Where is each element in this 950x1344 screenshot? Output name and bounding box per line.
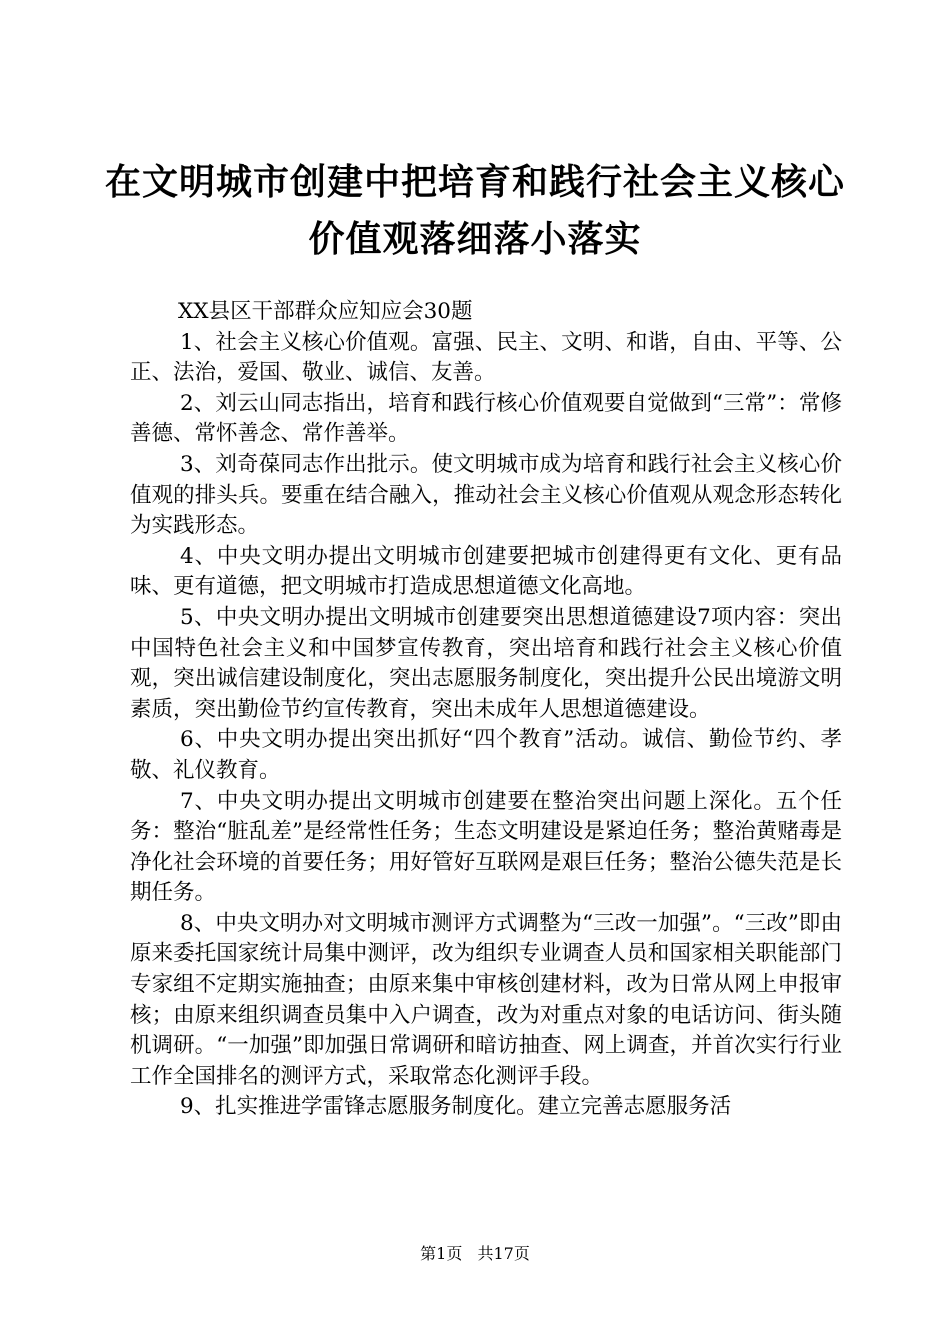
page-number: 第1页: [420, 1244, 463, 1263]
page-total: 共17页: [477, 1244, 530, 1263]
paragraph-1: 1、社会主义核心价值观。富强、民主、文明、和谐，自由、平等、公正、法治，爱国、敬业、诚信、友善。: [130, 329, 842, 386]
paragraph-6: 6、中央文明办提出突出抓好“四个教育”活动。诚信、勤俭节约、孝敬、礼仪教育。: [130, 727, 842, 783]
title-line-2: 价值观落细落小落实: [308, 218, 642, 260]
paragraph-4: 4、中央文明办提出文明城市创建要把城市创建得更有文化、更有品味、更有道德，把文明城市打造成思想道德文化高地。: [130, 543, 842, 600]
page-footer: [0, 1244, 950, 1264]
paragraph-2: 2、刘云山同志指出，培育和践行核心价值观要自觉做到“三常”：常修善德、常怀善念、常作善举。: [130, 390, 842, 447]
document-title: [100, 160, 850, 261]
paragraph-3: 3、刘奇葆同志作出批示。使文明城市成为培育和践行社会主义核心价值观的排头兵。要重在结合融入，推动社会主义核心价值观从观念形态转化为实践形态。: [130, 451, 842, 539]
document-body: [130, 297, 842, 1123]
intro-line: XX县区干部群众应知应会30题: [178, 299, 473, 324]
title-line-1: 在文明城市创建中把培育和践行社会主义核心: [104, 161, 845, 203]
paragraph-5: 5、中央文明办提出文明城市创建要突出思想道德建设7项内容：突出中国特色社会主义和中国梦宣传教育，突出培育和践行社会主义核心价值观，突出诚信建设制度化，突出志愿服务制度化，突出提升公民出境游文明素质，突出勤俭节约宣传教育，突出未成年人思想道德建设。: [130, 604, 842, 722]
paragraph-8: 8、中央文明办对文明城市测评方式调整为“三改一加强”。“三改”即由原来委托国家统计局集中测评，改为组织专业调查人员和国家相关职能部门专家组不定期实施抽查；由原来集中审核创建材料，改为日常从网上申报审核；由原来组织调查员集中入户调查，改为对重点对象的电话访问、街头随机调研。“一加强”即加强日常调研和暗访抽查、网上调查，并首次实行行业工作全国排名的测评方式，采取常态化测评手段。: [130, 910, 842, 1089]
paragraph-7: 7、中央文明办提出文明城市创建要在整治突出问题上深化。五个任务：整治“脏乱差”是经常性任务；生态文明建设是紧迫任务；整治黄赌毒是净化社会环境的首要任务；用好管好互联网是艰巨任务；整治公德失范是长期任务。: [130, 788, 842, 906]
paragraph-9: 9、扎实推进学雷锋志愿服务制度化。建立完善志愿服务活: [180, 1094, 732, 1120]
